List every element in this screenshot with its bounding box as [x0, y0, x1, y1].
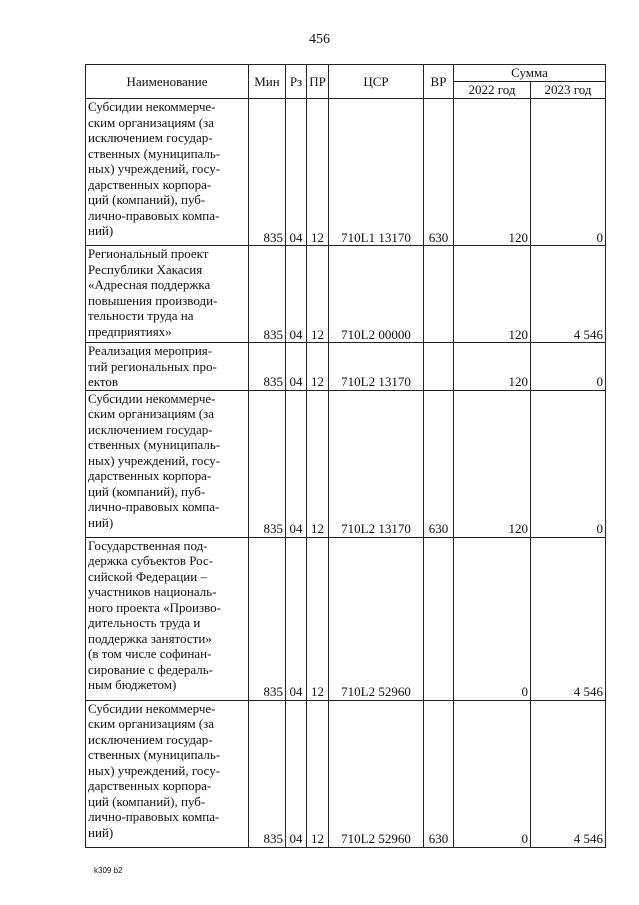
table-row: [86, 99, 606, 246]
row-min: 835: [249, 99, 286, 246]
row-vr: [424, 343, 454, 391]
header-csr: ЦСР: [329, 65, 424, 99]
row-name-line: исключением государ-: [88, 421, 213, 437]
row-name-line: тий региональных про-: [88, 358, 217, 374]
row-rz: 04: [286, 700, 307, 847]
row-rz: 04: [286, 390, 307, 537]
row-name-line: ных) учреждений, госу-: [88, 161, 221, 176]
row-name-line: Реализация мероприя-: [88, 343, 213, 358]
table-body: [86, 99, 606, 848]
row-min: 835: [249, 537, 286, 700]
row-pr: 12: [307, 537, 329, 700]
row-name-line: ний): [88, 514, 114, 530]
row-name-line: Региональный проект: [88, 246, 209, 261]
row-rz: 04: [286, 246, 307, 343]
row-name-line: лично-правовых компа-: [88, 499, 220, 514]
row-name-line: исключением государ-: [88, 130, 213, 145]
row-csr: 710L2 52960: [329, 537, 424, 700]
table-header: [86, 65, 606, 99]
row-rz: 04: [286, 99, 307, 246]
row-name-line: (в том числе софинан-: [88, 646, 212, 661]
row-name-line: поддержка занятости»: [88, 630, 212, 646]
row-min: 835: [249, 343, 286, 391]
table-row: [86, 390, 606, 537]
row-pr: 12: [307, 246, 329, 343]
row-vr: [424, 537, 454, 700]
row-2023: 0: [531, 99, 606, 246]
row-name-line: ний): [88, 223, 114, 238]
row-name-line: дарственных корпора-: [88, 778, 212, 793]
row-2022: 0: [454, 700, 531, 847]
row-name-line: повышения производи-: [88, 292, 218, 308]
row-csr: 710L2 13170: [329, 390, 424, 537]
header-min: Мин: [249, 65, 286, 99]
row-name: [86, 343, 249, 391]
row-name-line: участников националь-: [88, 584, 217, 599]
row-pr: 12: [307, 700, 329, 847]
row-name-line: ственных (муниципаль-: [88, 747, 221, 762]
row-name-line: ций (компаний), пуб-: [88, 192, 206, 207]
header-sum: Сумма: [454, 65, 606, 82]
table-row: [86, 537, 606, 700]
row-name-line: сирование с федераль-: [88, 661, 213, 677]
row-vr: 630: [424, 390, 454, 537]
row-name-line: ственных (муниципаль-: [88, 437, 221, 452]
budget-table: [85, 64, 606, 848]
row-name-line: лично-правовых компа-: [88, 207, 220, 223]
row-2022: 0: [454, 537, 531, 700]
row-name-line: дарственных корпора-: [88, 468, 212, 483]
table-row: [86, 700, 606, 847]
row-rz: 04: [286, 537, 307, 700]
row-csr: 710L2 00000: [329, 246, 424, 343]
row-name-line: ний): [88, 824, 114, 840]
row-name-line: ных) учреждений, госу-: [88, 762, 221, 778]
row-name: [86, 246, 249, 343]
header-pr: ПР: [307, 65, 329, 99]
row-2022: 120: [454, 99, 531, 246]
row-name-line: предприятиях»: [88, 323, 172, 339]
row-name-line: ций (компаний), пуб-: [88, 793, 206, 809]
row-min: 835: [249, 246, 286, 343]
row-csr: 710L2 52960: [329, 700, 424, 847]
table-row: [86, 343, 606, 391]
row-name-line: Субсидии некоммерче-: [88, 700, 216, 716]
row-pr: 12: [307, 390, 329, 537]
row-name-line: дительность труда и: [88, 615, 201, 630]
row-2022: 120: [454, 343, 531, 391]
row-name-line: дарственных корпора-: [88, 176, 212, 192]
row-pr: 12: [307, 343, 329, 391]
row-name-line: ций (компаний), пуб-: [88, 483, 206, 499]
page-number: 456: [309, 32, 330, 47]
row-2022: 120: [454, 390, 531, 537]
row-name-line: Субсидии некоммерче-: [88, 99, 216, 114]
row-name-line: ским организациям (за: [88, 716, 215, 731]
row-vr: 630: [424, 700, 454, 847]
row-name-line: Государственная под-: [88, 537, 208, 553]
row-name-line: «Адресная поддержка: [88, 277, 211, 292]
row-2023: 0: [531, 390, 606, 537]
row-csr: 710L1 13170: [329, 99, 424, 246]
row-csr: 710L2 13170: [329, 343, 424, 391]
row-min: 835: [249, 390, 286, 537]
row-name-line: тельности труда на: [88, 308, 194, 323]
table-row: [86, 246, 606, 343]
row-2022: 120: [454, 246, 531, 343]
row-2023: 4 546: [531, 700, 606, 847]
row-name-line: Республики Хакасия: [88, 261, 203, 277]
row-vr: [424, 246, 454, 343]
row-name-line: сийской Федерации –: [88, 568, 207, 584]
row-2023: 4 546: [531, 246, 606, 343]
row-name: [86, 700, 249, 847]
row-name-line: ным бюджетом): [88, 677, 177, 692]
row-name: [86, 390, 249, 537]
header-vr: ВР: [424, 65, 454, 99]
row-name-line: ственных (муниципаль-: [88, 145, 221, 161]
row-name-line: ных) учреждений, госу-: [88, 452, 221, 468]
row-rz: 04: [286, 343, 307, 391]
row-name: [86, 537, 249, 700]
row-name-line: ного проекта «Произво-: [88, 599, 221, 615]
row-name-line: ским организациям (за: [88, 114, 215, 130]
row-2023: 4 546: [531, 537, 606, 700]
row-2023: 0: [531, 343, 606, 391]
row-name-line: ектов: [88, 374, 119, 389]
row-name: [86, 99, 249, 246]
row-vr: 630: [424, 99, 454, 246]
row-name-line: исключением государ-: [88, 731, 213, 747]
header-2023: 2023 год: [531, 82, 606, 99]
row-name-line: лично-правовых компа-: [88, 809, 220, 824]
row-name-line: держка субъектов Рос-: [88, 553, 214, 568]
header-2022: 2022 год: [454, 82, 531, 99]
row-min: 835: [249, 700, 286, 847]
row-pr: 12: [307, 99, 329, 246]
row-name-line: ским организациям (за: [88, 406, 215, 421]
footer-code: k309 b2: [94, 866, 123, 875]
header-rz: Рз: [286, 65, 307, 99]
header-name: Наименование: [86, 65, 249, 99]
row-name-line: Субсидии некоммерче-: [88, 390, 216, 406]
